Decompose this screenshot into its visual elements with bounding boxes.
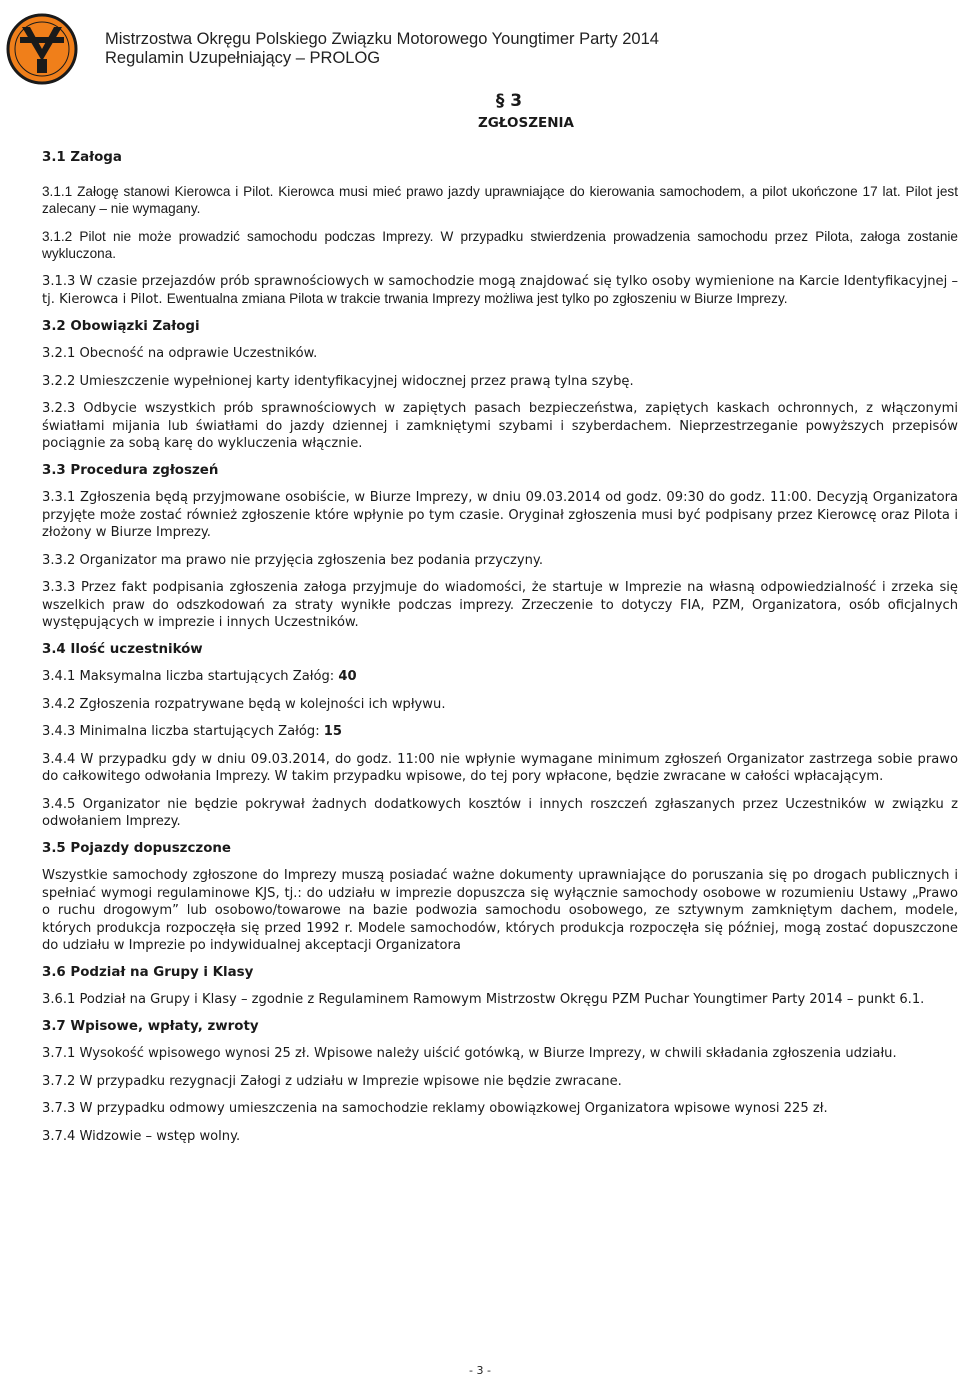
heading-3-4: 3.4 Ilość uczestników (42, 641, 203, 657)
min-crews-value: 15 (323, 724, 343, 739)
paragraph-3-4-3 (42, 723, 958, 741)
paragraph-3-7-3: 3.7.3 W przypadku odmowy umieszczenia na samochodzie reklamy obowiązkowej Organizatora wpisowe wynosi 225 zł. (42, 1101, 828, 1116)
paragraph-3-1-2: 3.1.2 Pilot nie może prowadzić samochodu podczas Imprezy. W przypadku stwierdzenia prowadzenia samochodu przez Pilota, załoga zostanie wykluczona. (42, 228, 958, 261)
header-line-2: Regulamin Uzupełniający – PROLOG (105, 49, 381, 67)
paragraph-3-1-3-part-1: 3.1.3 W czasie przejazdów prób sprawnościowych w samochodzie mogą znajdować się tylko osoby wymienione na Karcie Identyfikacyjnej – tj. Kierowca i Pilot. (42, 273, 958, 307)
max-crews-value: 40 (338, 669, 357, 684)
heading-3-1: 3.1 Załoga (42, 150, 122, 165)
paragraph-3-3-3: 3.3.3 Przez fakt podpisania zgłoszenia załoga przyjmuje do wiadomości, że startuje w Imprezie na własną odpowiedzialność i zrzeka się wszelkich praw do odszkodowań za straty wynikłe podczas imprezy. Zrzeczenie to dotyczy FIA, PZM, Organizatora, osób oficjalnych występujących w imprezie i innych Uczestników. (42, 580, 958, 630)
paragraph-3-4-4: 3.4.4 W przypadku gdy w dniu 09.03.2014, do godz. 11:00 nie wpłynie wymagane minimum zgłoszeń Organizator zastrzega sobie prawo do całkowitego odwołania Imprezy. W takim przypadku wpisowe, do tej pory wpłacone, będzie zwracane w całości wpłacającym. (42, 751, 958, 784)
page-number: - 3 - (469, 1364, 491, 1377)
paragraph-3-4-1-text: 3.4.1 Maksymalna liczba startujących Załóg: (42, 669, 339, 684)
paragraph-3-2-2: 3.2.2 Umieszczenie wypełnionej karty identyfikacyjnej widocznej przez prawą tylna szybę. (42, 373, 634, 389)
paragraph-3-1-3-part-2: Ewentualna zmiana Pilota w trakcie trwania Imprezy możliwa jest tylko po zgłoszeniu w Biurze Imprezy. (166, 291, 788, 306)
paragraph-3-1-3 (42, 273, 958, 309)
paragraph-3-5: Wszystkie samochody zgłoszone do Imprezy muszą posiadać ważne dokumenty uprawniające do poruszania się po drogach publicznych i spełniać wymogi regulaminowe KJS, tj.: do udziału w imprezie dopuszcza się wyłącznie samochody osobowe w rozumieniu Ustawy „Prawo o ruchu drogowym” lub osobowo/towarowe na bazie podwozia samochodu osobowego, ze sztywnym zamkniętym dachem, modele, których produkcja rozpoczęła się przed 1992 r. Modele samochodów, których produkcja rozpoczęła się później, mogą zostać dopuszczone do udziału w Imprezie po indywidualnej akceptacji Organizatora (42, 868, 958, 953)
paragraph-3-2-1: 3.2.1 Obecność na odprawie Uczestników. (42, 346, 318, 361)
paragraph-3-6-1: 3.6.1 Podział na Grupy i Klasy – zgodnie z Regulaminem Ramowym Mistrzostw Okręgu PZM Puchar Youngtimer Party 2014 – punkt 6.1. (42, 992, 925, 1007)
paragraph-3-4-2: 3.4.2 Zgłoszenia rozpatrywane będą w kolejności ich wpływu. (42, 696, 446, 712)
document-body (42, 93, 958, 1145)
paragraph-3-4-3-text: 3.4.3 Minimalna liczba startujących Załóg: (42, 724, 324, 739)
youngtimer-logo (6, 5, 78, 93)
header-line-1: Mistrzostwa Okręgu Polskiego Związku Motorowego Youngtimer Party 2014 (105, 30, 659, 48)
section-number: § 3 (495, 91, 523, 111)
paragraph-3-4-1 (42, 668, 958, 686)
paragraph-3-4-5: 3.4.5 Organizator nie będzie pokrywał żadnych dodatkowych kosztów i innych roszczeń zgłaszanych przez Uczestników w związku z odwołaniem Imprezy. (42, 796, 958, 829)
heading-3-3: 3.3 Procedura zgłoszeń (42, 462, 219, 478)
paragraph-3-3-2: 3.3.2 Organizator ma prawo nie przyjęcia zgłoszenia bez podania przyczyny. (42, 552, 543, 568)
paragraph-3-7-1: 3.7.1 Wysokość wpisowego wynosi 25 zł. Wpisowe należy uiścić gotówką, w Biurze Imprezy, w chwili składania zgłoszenia udziału. (42, 1046, 897, 1061)
heading-3-5: 3.5 Pojazdy dopuszczone (42, 840, 232, 856)
paragraph-3-2-3: 3.2.3 Odbycie wszystkich prób sprawnościowych w zapiętych pasach bezpieczeństwa, zapiętych kaskach ochronnych, z włączonymi światłami mijania lub światłami do jazdy dziennej i zamkniętymi szybami i szyberdachem. Nieprzestrzeganie powyższych przepisów pociągnie za sobą karę do wykluczenia włącznie. (42, 401, 958, 451)
heading-3-7: 3.7 Wpisowe, wpłaty, zwroty (42, 1018, 259, 1034)
paragraph-3-3-1: 3.3.1 Zgłoszenia będą przyjmowane osobiście, w Biurze Imprezy, w dniu 09.03.2014 od godz. 09:30 do godz. 11:00. Decyzją Organizatora przyjęte może zostać również zgłoszenie które wpłynie po tym czasie. Oryginał zgłoszenia musi być podpisany przez Kierowcę oraz Pilota i złożony w Biurze Imprezy. (42, 490, 958, 540)
header-title (105, 30, 659, 68)
paragraph-3-1-1: 3.1.1 Załogę stanowi Kierowca i Pilot. Kierowca musi mieć prawo jazdy uprawniające do kierowania samochodem, a pilot ukończone 17 lat. Pilot jest zalecany – nie wymagany. (42, 183, 958, 216)
heading-3-6: 3.6 Podział na Grupy i Klasy (42, 964, 254, 980)
paragraph-3-7-2: 3.7.2 W przypadku rezygnacji Załogi z udziału w Imprezie wpisowe nie będzie zwracane. (42, 1073, 622, 1089)
heading-3-2: 3.2 Obowiązki Załogi (42, 318, 200, 334)
section-title: ZGŁOSZENIA (477, 115, 575, 131)
paragraph-3-7-4: 3.7.4 Widzowie – wstęp wolny. (42, 1128, 241, 1144)
page-header (0, 0, 960, 90)
